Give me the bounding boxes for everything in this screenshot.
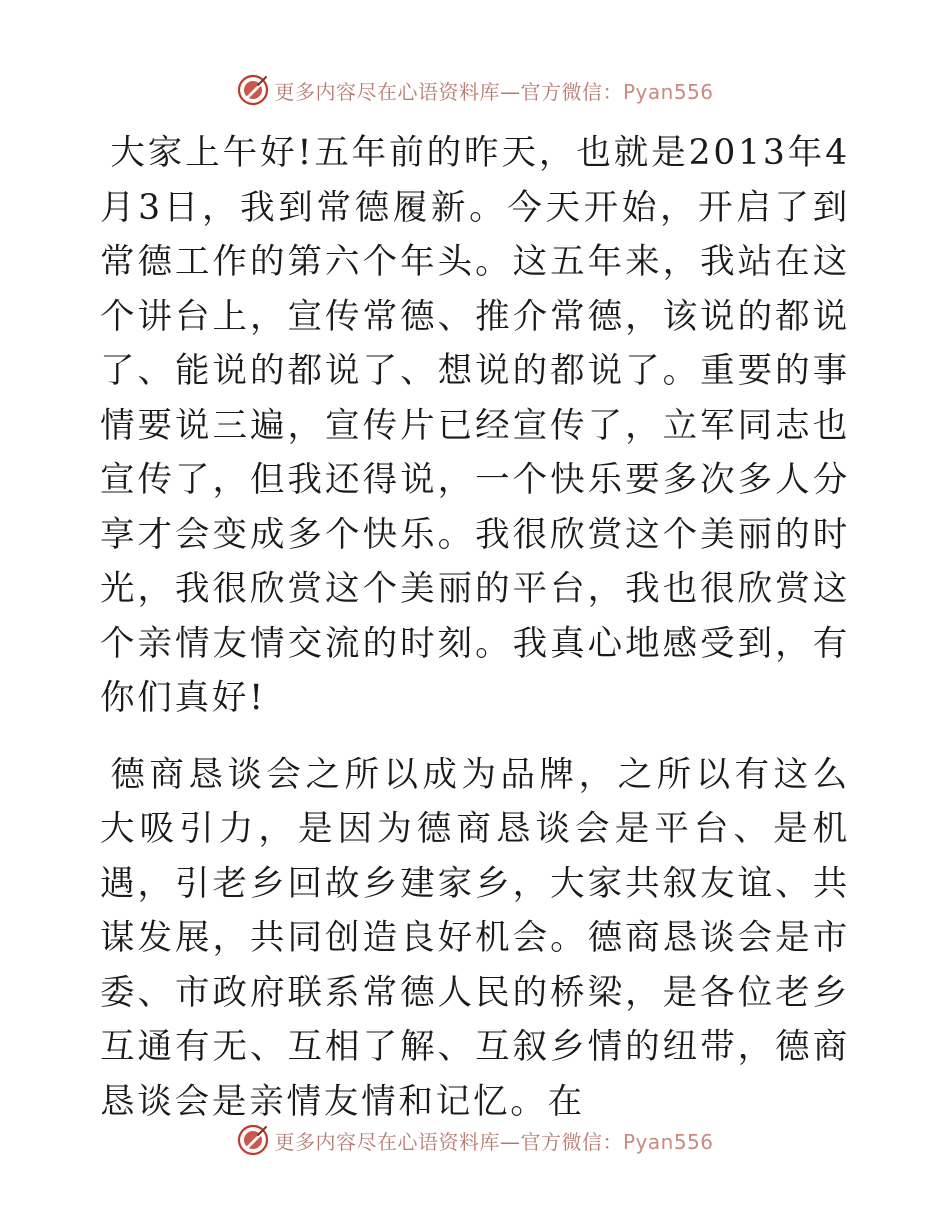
watermark-wechat-id: Pyan556 (622, 79, 714, 104)
paragraph-1: 大家上午好!五年前的昨天，也就是2013年4月3日，我到常德履新。今天开始，开启了到常德工作的第六个年头。这五年来，我站在这个讲台上，宣传常德、推介常德，该说的都说了、能说的都说了、想说的都说了。重要的事情要说三遍，宣传片已经宣传了，立军同志也宣传了，但我还得说，一个快乐要多次多人分享才会变成多个快乐。我很欣赏这个美丽的时光，我很欣赏这个美丽的平台，我也很欣赏这个亲情友情交流的时刻。我真心地感受到，有你们真好! (100, 133, 850, 718)
watermark-text (274, 76, 713, 105)
watermark-text (274, 1126, 713, 1155)
footer-watermark (0, 1120, 950, 1160)
header-watermark (0, 70, 950, 110)
library-logo-icon (236, 73, 270, 107)
watermark-site-text: 更多内容尽在心语资料库—官方微信： (274, 79, 623, 104)
library-logo-icon (236, 1123, 270, 1157)
paragraph-2: 德商恳谈会之所以成为品牌，之所以有这么大吸引力，是因为德商恳谈会是平台、是机遇，引老乡回故乡建家乡，大家共叙友谊、共谋发展，共同创造良好机会。德商恳谈会是市委、市政府联系常德人民的桥梁，是各位老乡互通有无、互相了解、互叙乡情的纽带，德商恳谈会是亲情友情和记忆。在 (100, 754, 850, 1122)
watermark-site-text: 更多内容尽在心语资料库—官方微信： (274, 1129, 623, 1154)
document-body (100, 126, 850, 1129)
watermark-wechat-id: Pyan556 (622, 1129, 714, 1154)
